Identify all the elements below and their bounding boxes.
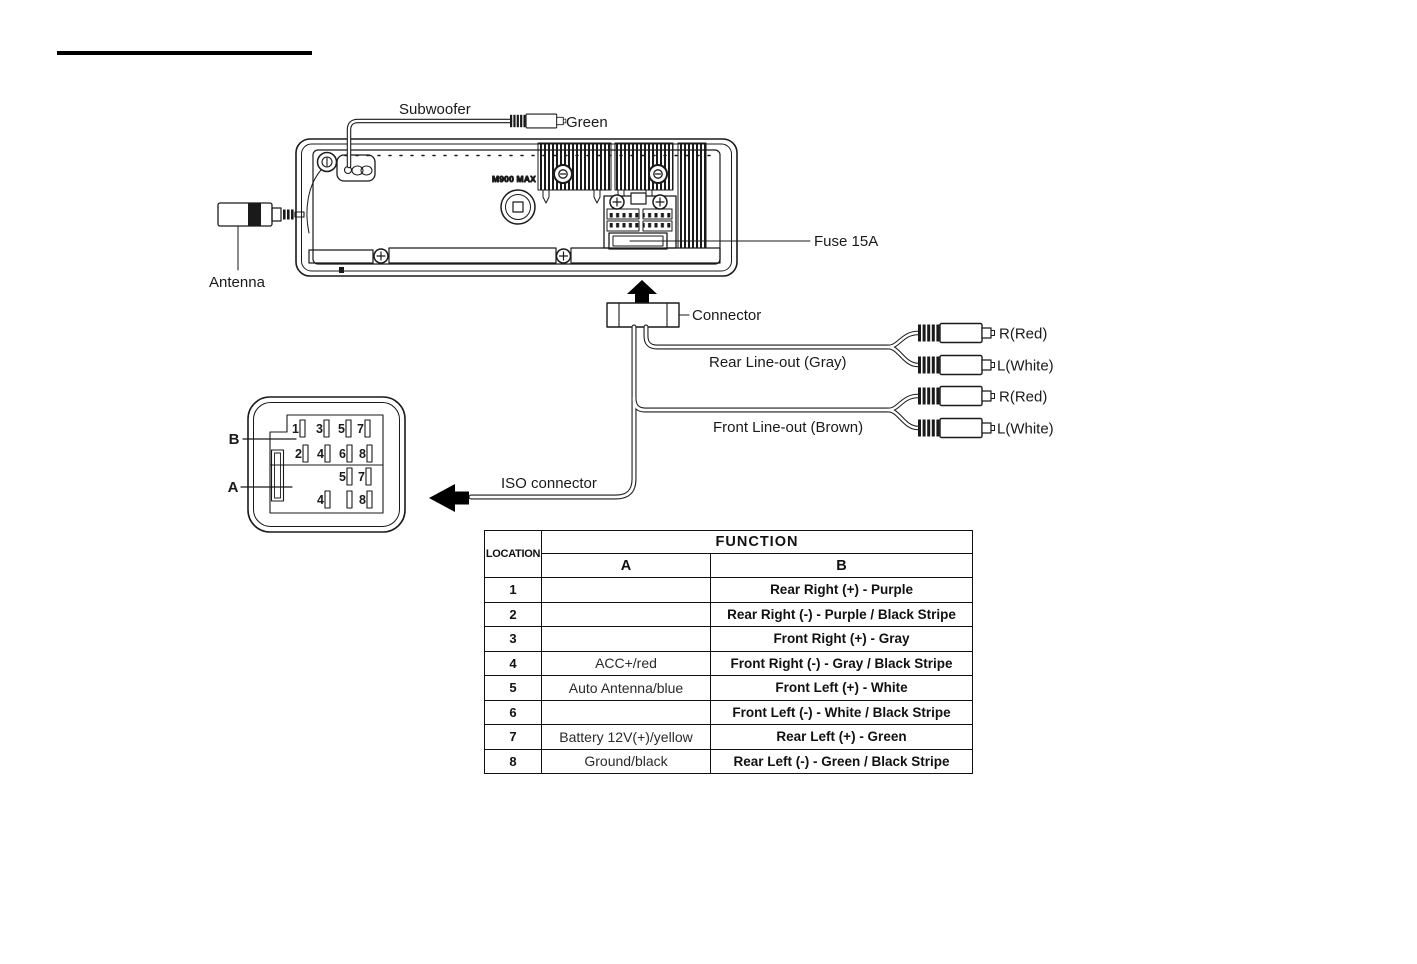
table-row <box>485 627 973 652</box>
table-row <box>485 651 973 676</box>
harness-connector <box>607 303 689 327</box>
row-b-function: Rear Right (+) - Purple <box>711 578 973 603</box>
antenna-plug <box>218 203 304 270</box>
row-location: 8 <box>485 749 542 774</box>
iso-section-a-label: A <box>227 479 239 496</box>
row-b-function: Rear Left (+) - Green <box>711 725 973 750</box>
svg-text:7: 7 <box>357 422 364 436</box>
svg-text:8: 8 <box>359 447 366 461</box>
model-marking: M900 MAX <box>491 174 537 184</box>
rca-plug-front-left-icon <box>918 419 995 438</box>
iso-section-b-label: B <box>228 431 240 448</box>
table-row <box>485 749 973 774</box>
front-lineout-label: Front Line-out (Brown) <box>713 419 864 436</box>
svg-text:5: 5 <box>339 470 346 484</box>
svg-text:1: 1 <box>292 422 299 436</box>
harness-cables <box>471 327 918 497</box>
svg-text:2: 2 <box>295 447 302 461</box>
fuse-label: Fuse 15A <box>814 233 879 250</box>
svg-text:4: 4 <box>317 493 324 507</box>
row-a-function: Ground/black <box>542 749 711 774</box>
rca-plug-front-right-icon <box>918 387 995 406</box>
iso-connector-label: ISO connector <box>501 475 597 492</box>
svg-text:4: 4 <box>317 447 324 461</box>
access-hole <box>501 190 535 224</box>
rca-plug-rear-left-icon <box>918 356 995 375</box>
rca-front-right-label: R(Red) <box>999 388 1048 406</box>
row-location: 2 <box>485 602 542 627</box>
table-row <box>485 578 973 603</box>
row-location: 1 <box>485 578 542 603</box>
row-b-function: Rear Left (-) - Green / Black Stripe <box>711 749 973 774</box>
row-b-function: Rear Right (-) - Purple / Black Stripe <box>711 602 973 627</box>
rca-rear-right-label: R(Red) <box>999 325 1048 343</box>
row-location: 3 <box>485 627 542 652</box>
row-b-function: Front Right (+) - Gray <box>711 627 973 652</box>
row-a-function <box>542 627 711 652</box>
row-location: 6 <box>485 700 542 725</box>
table-row <box>485 602 973 627</box>
subwoofer-color-label: Green <box>566 114 608 131</box>
antenna-label: Antenna <box>209 274 265 291</box>
heatsink-screw-icon <box>554 165 572 183</box>
rca-plug-rear-right-icon <box>918 324 995 343</box>
location-header: LOCATION <box>485 531 542 578</box>
connector-arrow-icon <box>627 280 657 303</box>
svg-text:6: 6 <box>339 447 346 461</box>
row-location: 7 <box>485 725 542 750</box>
svg-text:5: 5 <box>338 422 345 436</box>
row-a-function <box>542 700 711 725</box>
col-a-header: A <box>542 554 711 578</box>
subwoofer-label: Subwoofer <box>399 101 471 118</box>
svg-text:7: 7 <box>358 470 365 484</box>
subwoofer-port <box>337 155 375 181</box>
col-b-header: B <box>711 554 973 578</box>
rca-rear-left-label: L(White) <box>997 357 1054 375</box>
connector-label: Connector <box>692 307 762 324</box>
function-header: FUNCTION <box>542 531 973 554</box>
table-row <box>485 725 973 750</box>
row-location: 5 <box>485 676 542 701</box>
case-screw-icon <box>318 153 337 172</box>
bottom-rail <box>309 248 720 273</box>
row-a-function: Battery 12V(+)/yellow <box>542 725 711 750</box>
row-b-function: Front Right (-) - Gray / Black Stripe <box>711 651 973 676</box>
internal-wire <box>307 170 321 233</box>
iso-connector-pinout <box>241 397 405 532</box>
table-row <box>485 700 973 725</box>
iso-arrow-icon <box>429 484 469 512</box>
subwoofer-rca-plug-icon <box>510 114 566 128</box>
head-unit-rear-view <box>296 139 810 276</box>
pin-function-table <box>484 530 973 774</box>
row-b-function: Front Left (+) - White <box>711 676 973 701</box>
rear-lineout-label: Rear Line-out (Gray) <box>709 354 847 371</box>
svg-text:8: 8 <box>359 493 366 507</box>
row-location: 4 <box>485 651 542 676</box>
row-a-function <box>542 578 711 603</box>
rca-front-left-label: L(White) <box>997 420 1054 438</box>
row-b-function: Front Left (-) - White / Black Stripe <box>711 700 973 725</box>
svg-text:3: 3 <box>316 422 323 436</box>
row-a-function <box>542 602 711 627</box>
row-a-function: Auto Antenna/blue <box>542 676 711 701</box>
row-a-function: ACC+/red <box>542 651 711 676</box>
heatsink-screw-icon <box>649 165 667 183</box>
table-row <box>485 676 973 701</box>
